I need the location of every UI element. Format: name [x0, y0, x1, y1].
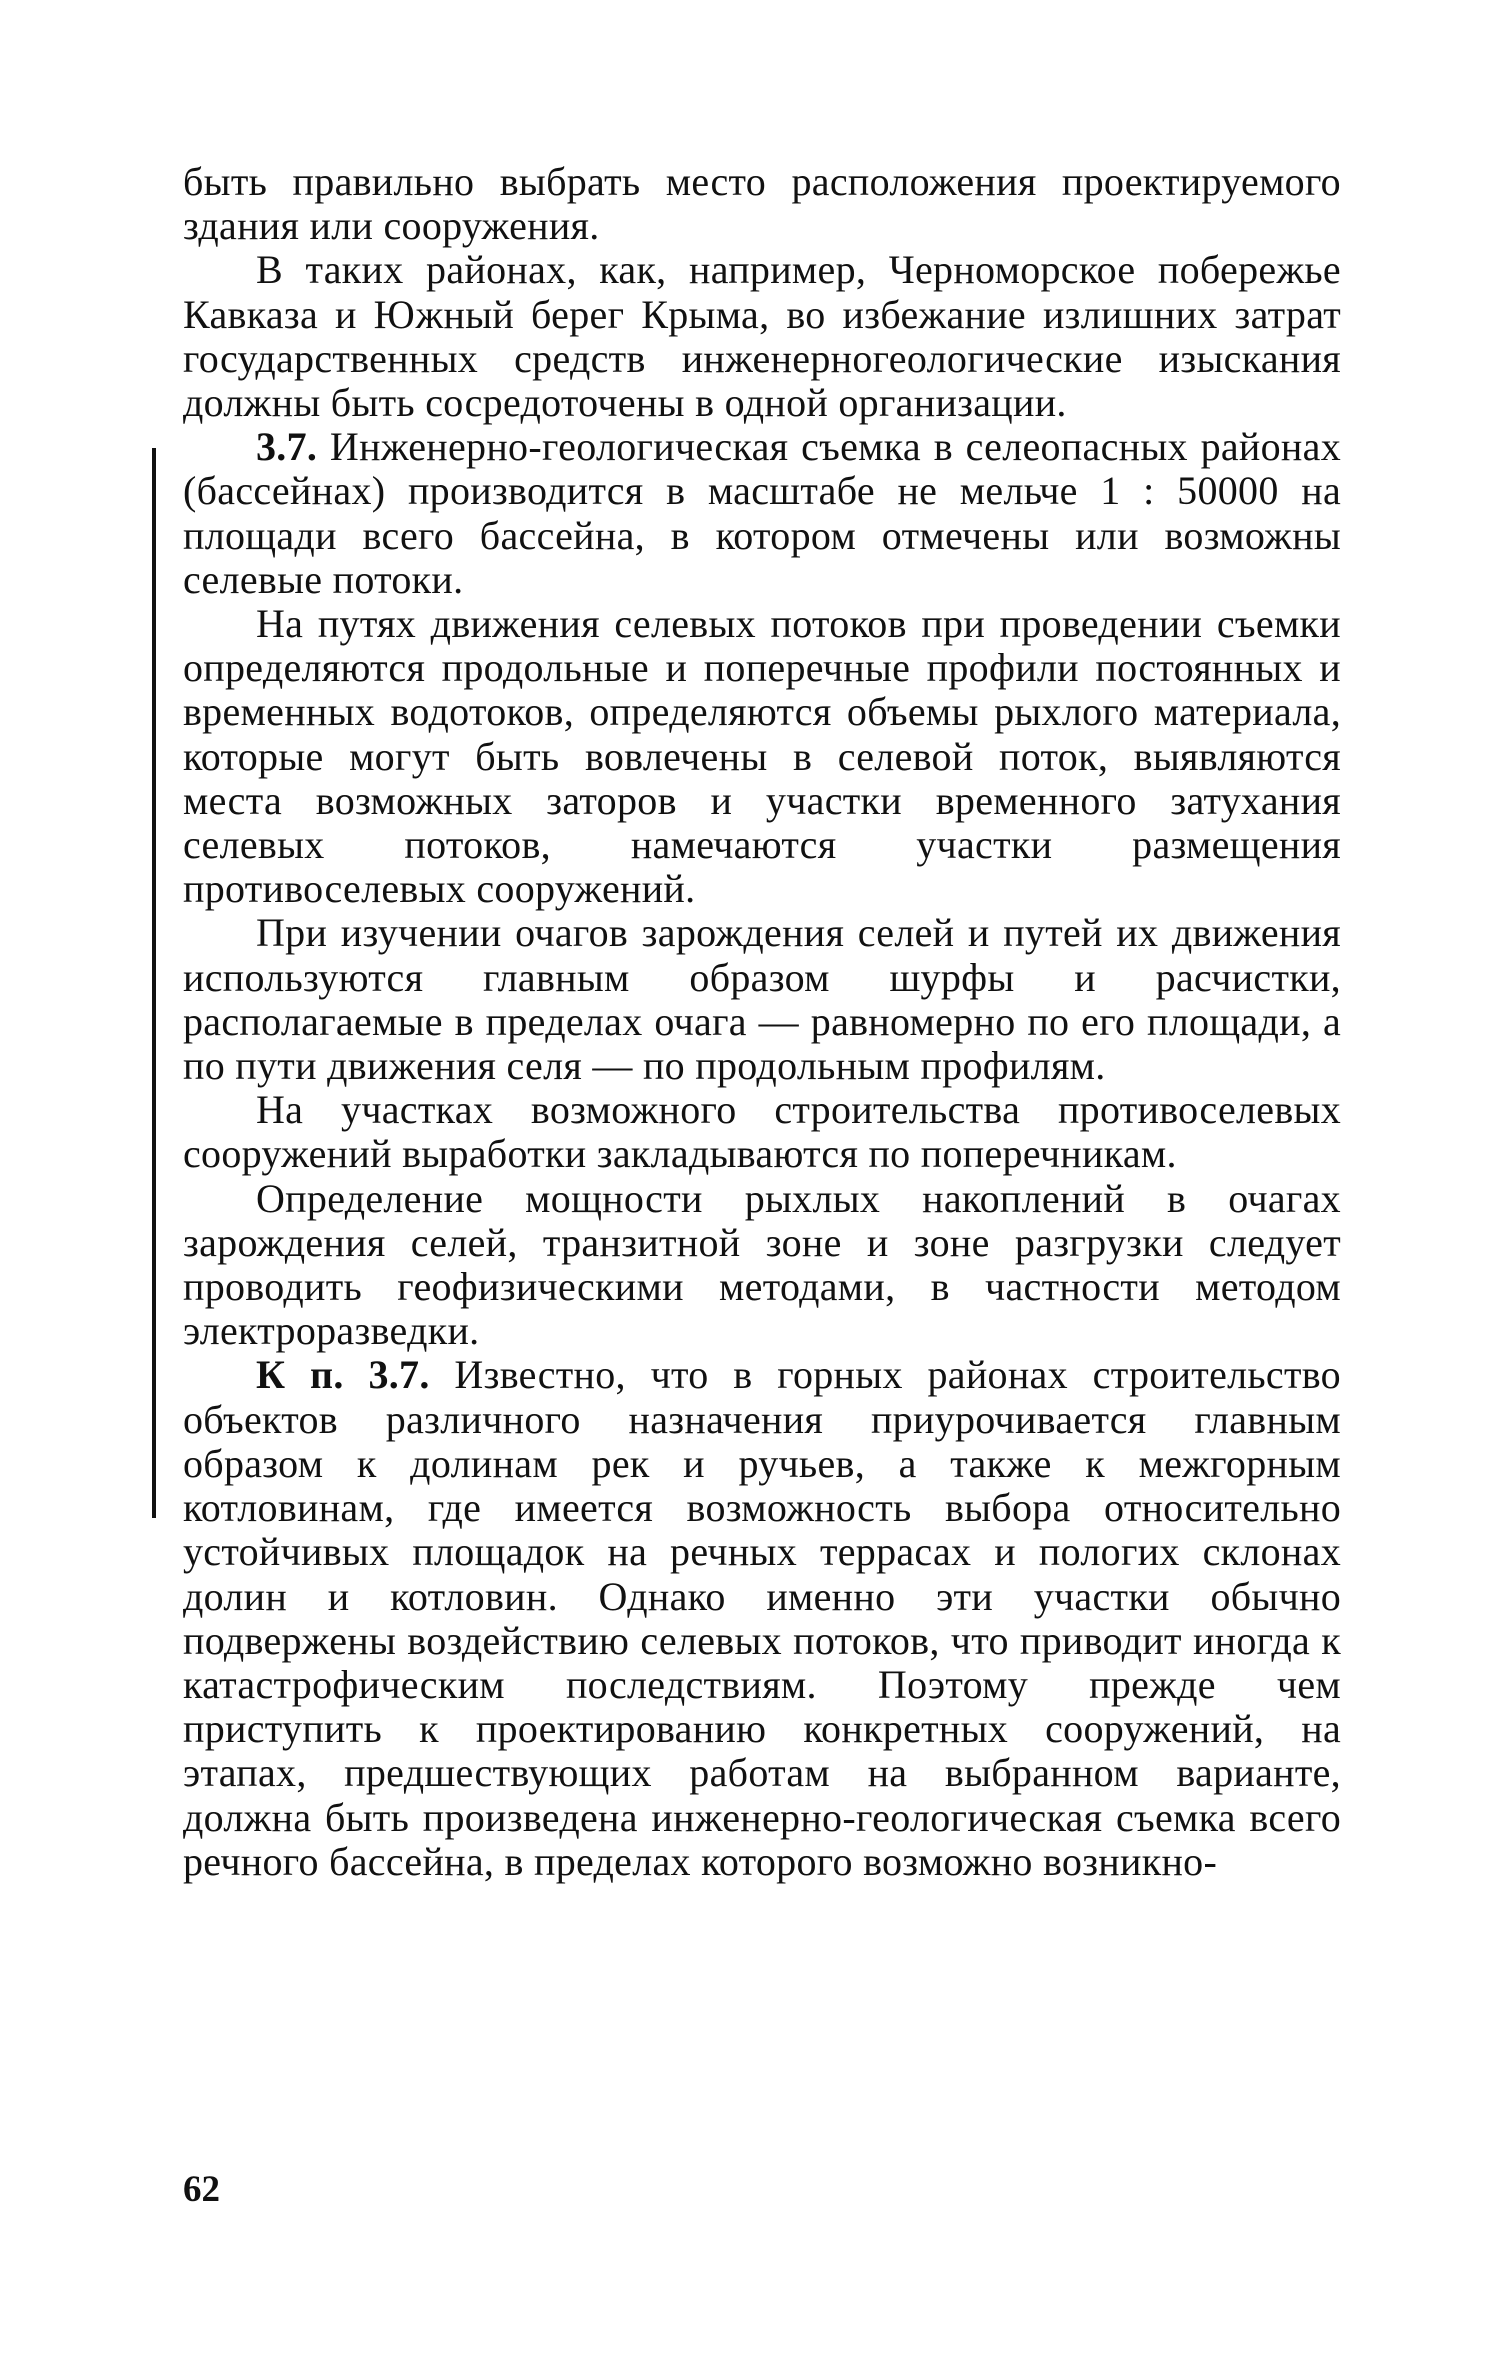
paragraph-commentary-3-7 [183, 1353, 1341, 1883]
body-text [183, 160, 1341, 1884]
paragraph-flow-paths [183, 602, 1341, 911]
clause-number: 3.7. [256, 424, 318, 470]
paragraph-text: В таких районах, как, например, Черноморское побережье Кавказа и Южный берег Крыма, во избежание излишних затрат государственных средств инженерногеологические изыскания должны быть сосредоточены в одной организации. [183, 247, 1341, 426]
paragraph-clause-3-7 [183, 425, 1341, 602]
paragraph-thickness [183, 1177, 1341, 1354]
paragraph-text: На путях движения селевых потоков при проведении съемки определяются продольные и поперечные профили постоянных и временных водотоков, определяются объемы рыхлого материала, которые могут быть вовлечены в селевой поток, выявляются места возможных заторов и участки временного затухания селевых потоков, намечаются участки размещения противоселевых сооружений. [183, 601, 1341, 912]
paragraph-text: Определение мощности рыхлых накоплений в очагах зарождения селей, транзитной зоне и зоне разгрузки следует проводить геофизическими методами, в частности методом электроразведки. [183, 1175, 1341, 1354]
paragraph-continuation [183, 160, 1341, 248]
paragraph-construction-sites [183, 1088, 1341, 1176]
margin-change-bar [152, 448, 156, 1518]
paragraph-text: быть правильно выбрать место расположения проектируемого здания или сооружения. [183, 159, 1341, 249]
page-number: 62 [183, 2169, 220, 2210]
commentary-label: К п. 3.7. [256, 1352, 430, 1398]
paragraph-text: Известно, что в горных районах строительство объектов различного назначения приурочивается главным образом к долинам рек и ручьев, а также к межгорным котловинам, где имеется возможность выбора относительно устойчивых площадок на речных террасах и пологих склонах долин и котловин. Однако именно эти участки обычно подвержены воздействию селевых потоков, что приводит иногда к катастрофическим последствиям. Поэтому прежде чем приступить к проектированию конкретных сооружений, на этапах, предшествующих работам на выбранном варианте, должна быть произведена инженерно-геологическая съемка всего речного бассейна, в пределах которого возможно возникно- [183, 1352, 1341, 1884]
paragraph-regions [183, 248, 1341, 425]
paragraph-sources [183, 911, 1341, 1088]
paragraph-text: Инженерно-геологическая съемка в селеопасных районах (бассейнах) производится в масштабе не мельче 1 : 50000 на площади всего бассейна, в котором отмечены или возможны селевые потоки. [183, 424, 1341, 602]
paragraph-text: При изучении очагов зарождения селей и путей их движения используются главным образом шурфы и расчистки, располагаемые в пределах очага — равномерно по его площади, а по пути движения селя — по продольным профилям. [183, 910, 1341, 1089]
paragraph-text: На участках возможного строительства противоселевых сооружений выработки закладываются по поперечникам. [183, 1087, 1341, 1177]
